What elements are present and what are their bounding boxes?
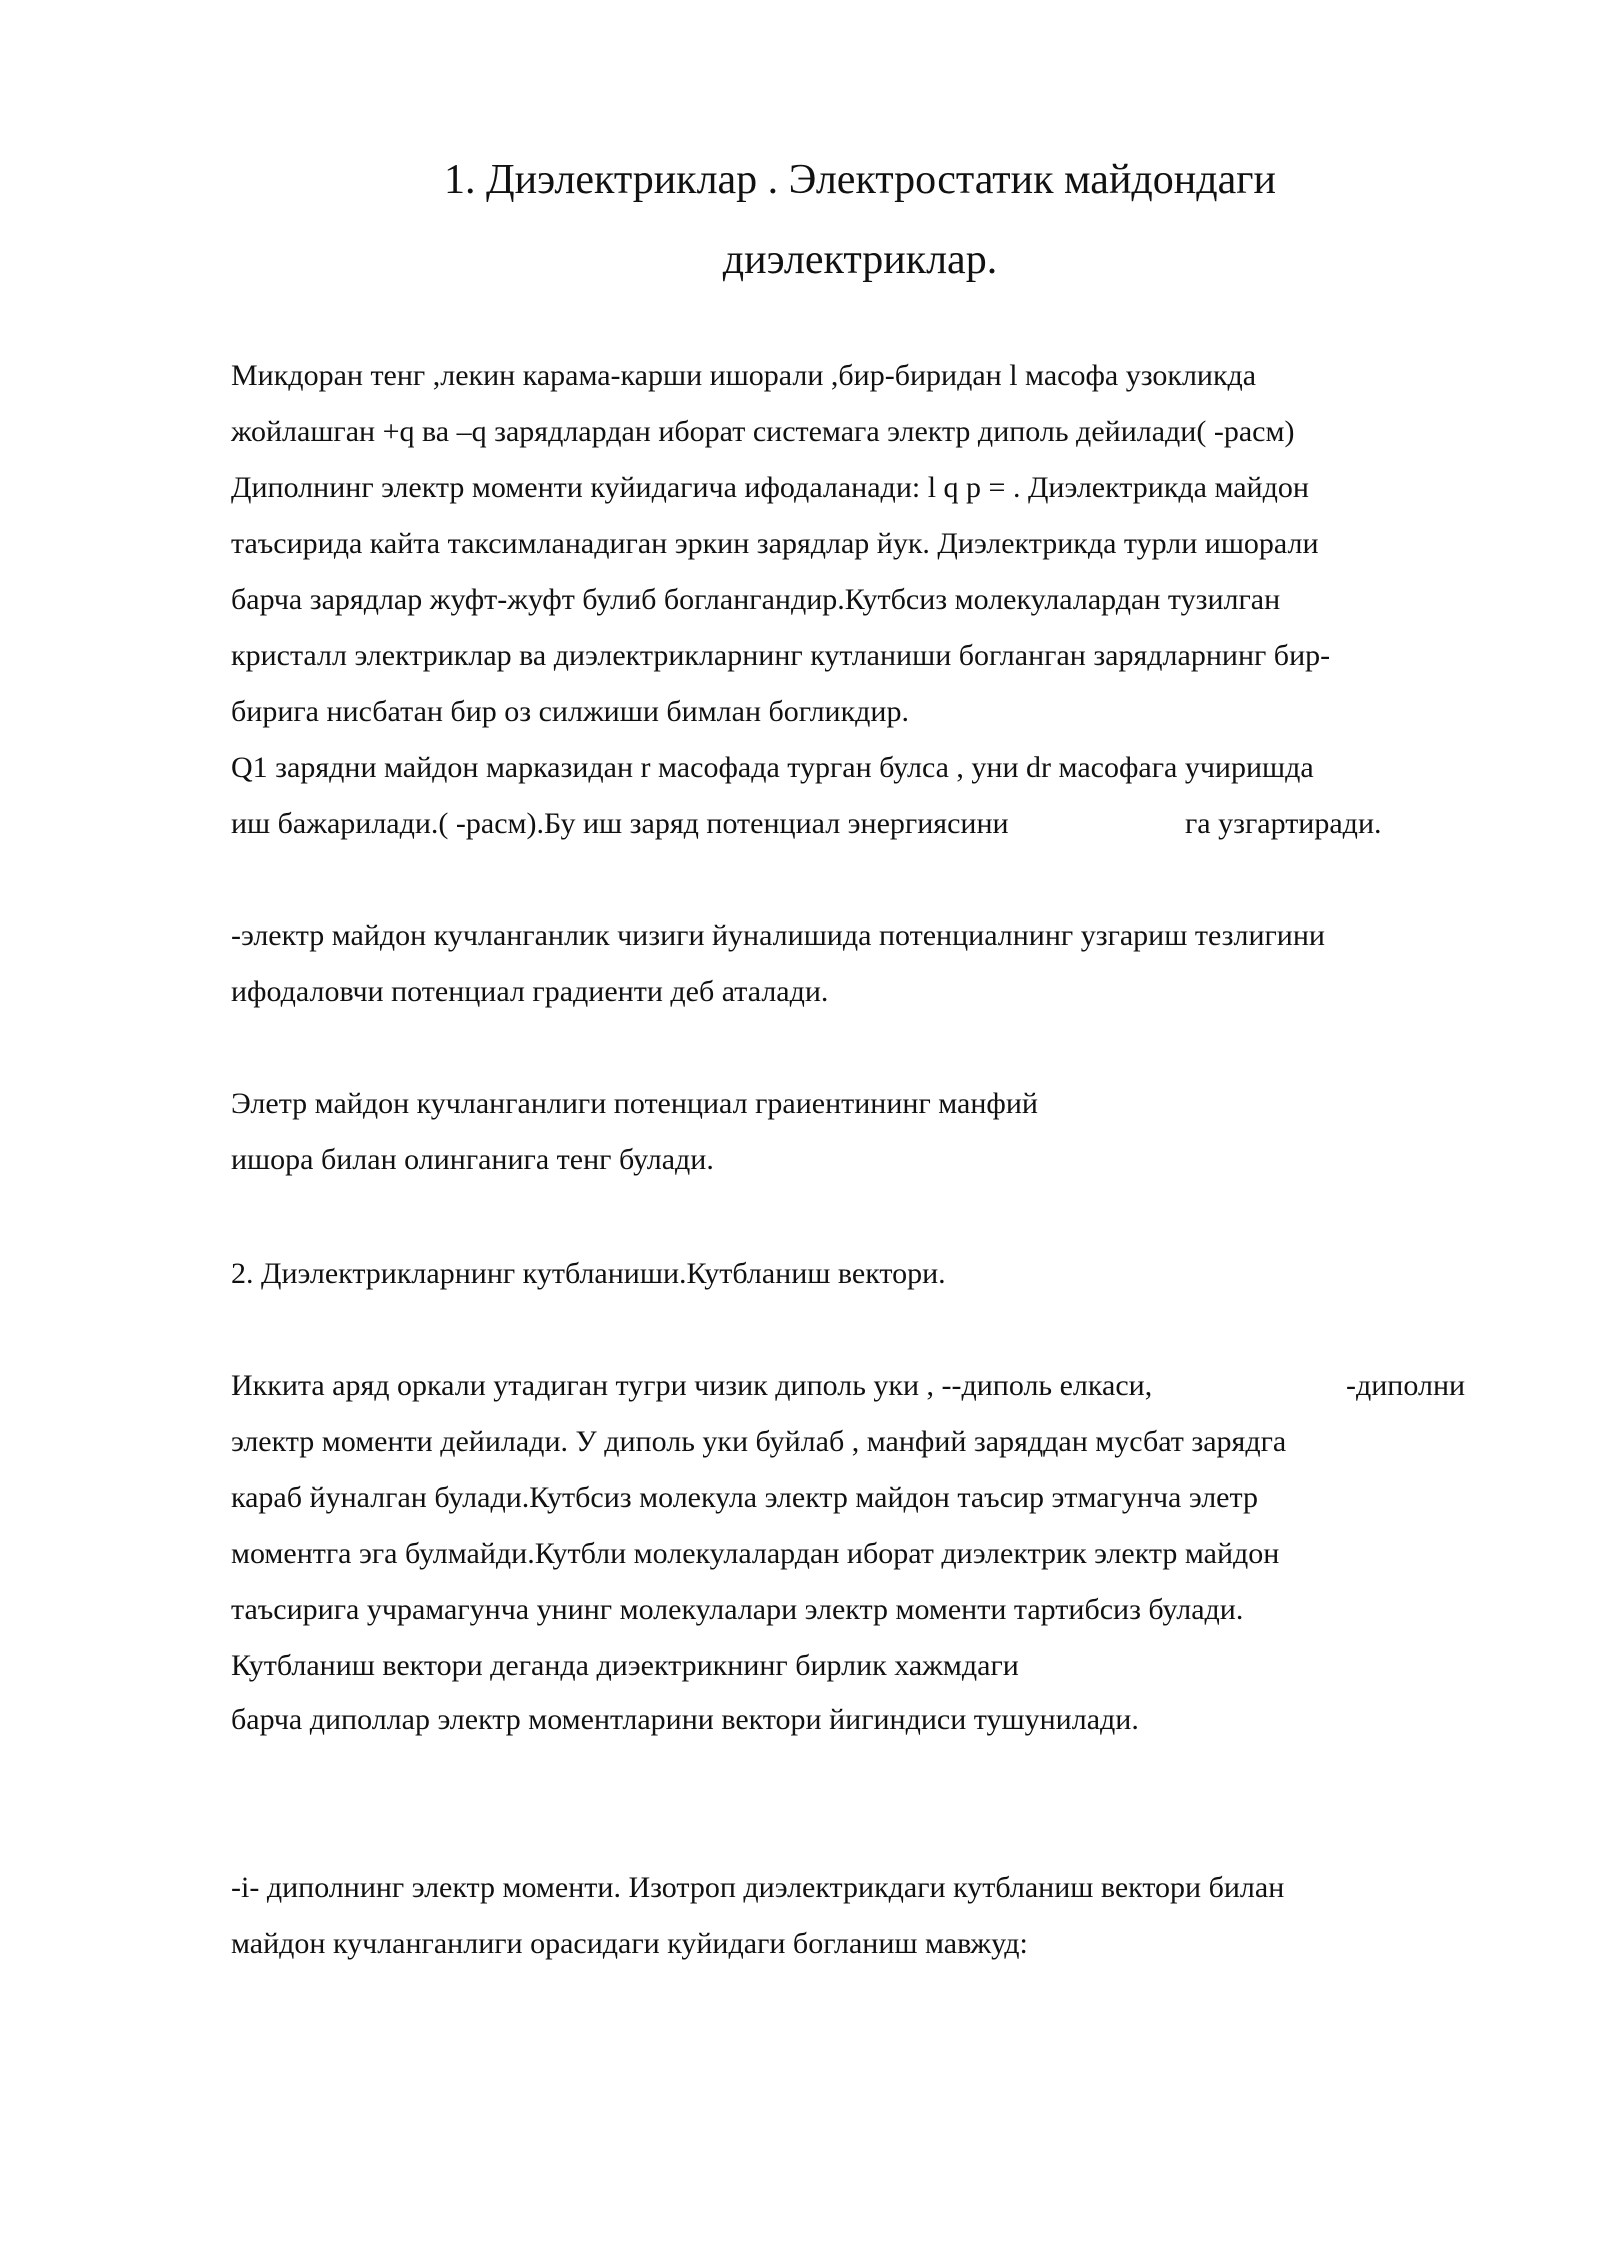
- paragraph-line: таъсирига учрамагунча унинг молекулалари электр моменти тартибсиз булади.: [231, 1593, 1244, 1626]
- paragraph-line: бирига нисбатан бир оз силжиши бимлан богликдир.: [231, 695, 909, 728]
- paragraph-line: Кутбланиш вектори деганда диэектрикнинг бирлик хажмдаги: [231, 1649, 1019, 1682]
- document-title-line-1: 1. Диэлектриклар . Электростатик майдондаги: [443, 157, 1276, 203]
- paragraph-line: таъсирида кайта таксимланадиган эркин зарядлар йук. Диэлектрикда турли ишорали: [231, 527, 1319, 560]
- paragraph-line: Элетр майдон кучланганлиги потенциал граиентининг манфий: [231, 1087, 1038, 1120]
- paragraph-line: Q1 зарядни майдон марказидан r масофада турган булса , уни dr масофага учиришда: [231, 751, 1314, 784]
- paragraph-line: ишора билан олинганига тенг булади.: [231, 1143, 714, 1176]
- document-title-line-2: диэлектриклар.: [722, 237, 998, 283]
- paragraph-line: Иккита аряд оркали утадиган тугри чизик диполь уки , --диполь елкаси,: [231, 1369, 1153, 1402]
- paragraph-line: моментга эга булмайди.Кутбли молекулалардан иборат диэлектрик электр майдон: [231, 1537, 1280, 1570]
- paragraph-line: караб йуналган булади.Кутбсиз молекула электр майдон таъсир этмагунча элетр: [231, 1481, 1258, 1514]
- paragraph-line: иш бажарилади.( -расм).Бу иш заряд потенциал энергиясини: [231, 807, 1009, 840]
- paragraph-line: барча диполлар электр моментларини вектори йигиндиси тушунилади.: [231, 1703, 1139, 1736]
- paragraph-line: барча зарядлар жуфт-жуфт булиб боглангандир.Кутбсиз молекулалардан тузилган: [231, 583, 1281, 616]
- paragraph-line: Микдоран тенг ,лекин карама-карши ишорали ,бир-биридан l масофа узокликда: [231, 359, 1257, 392]
- paragraph-line: кристалл электриклар ва диэлектрикларнинг кутланиши богланган зарядларнинг бир-: [231, 639, 1331, 672]
- paragraph-line: Диполнинг электр моменти куйидагича ифодаланади: l q p = . Диэлектрикда майдон: [231, 471, 1309, 504]
- section-heading: 2. Диэлектрикларнинг кутбланиши.Кутбланиш вектори.: [231, 1257, 946, 1290]
- paragraph-line: майдон кучланганлиги орасидаги куйидаги богланиш мавжуд:: [231, 1927, 1028, 1960]
- paragraph-line: жойлашган +q ва –q зарядлардан иборат системага электр диполь дейилади( -расм): [231, 415, 1295, 448]
- paragraph-line: -i- диполнинг электр моменти. Изотроп диэлектрикдаги кутбланиш вектори билан: [231, 1871, 1285, 1904]
- paragraph-line: электр моменти дейилади. У диполь уки буйлаб , манфий заряддан мусбат зарядга: [231, 1425, 1287, 1458]
- paragraph-line: ифодаловчи потенциал градиенти деб аталади.: [231, 975, 829, 1008]
- paragraph-line-continuation: га узгартиради.: [1185, 807, 1382, 840]
- paragraph-line-continuation: -диполни: [1346, 1369, 1466, 1402]
- paragraph-line: -электр майдон кучланганлик чизиги йуналишида потенциалнинг узгариш тезлигини: [231, 919, 1325, 952]
